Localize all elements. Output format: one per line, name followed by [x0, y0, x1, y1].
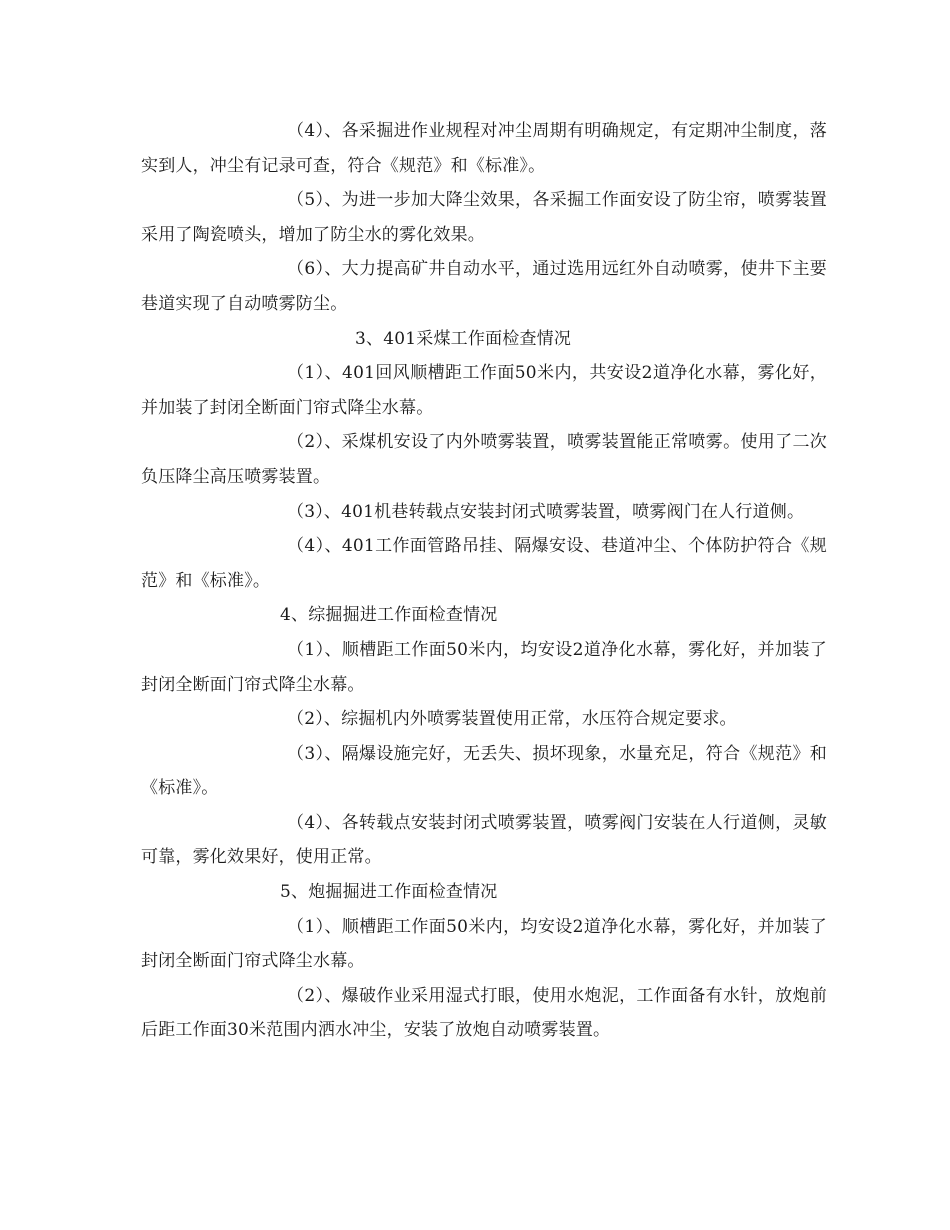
paragraph-shearer-spray: （2）、采煤机安设了内外喷雾装置，喷雾装置能正常喷雾。使用了二次负压降尘高压喷雾装置。 [141, 432, 827, 487]
paragraph-explosion-barrier: （3）、隔爆设施完好，无丢失、损坏现象，水量充足，符合《规范》和《标准》。 [141, 743, 827, 799]
section-heading-blasting-heading: 5、炮掘掘进工作面检查情况 [280, 882, 498, 903]
paragraph-401-water-curtain: （1）、401回风顺槽距工作面50米内，共安设2道净化水幕，雾化好，并加装了封闭全断面门帘式降尘水幕。 [141, 363, 827, 418]
document-body [141, 114, 827, 1048]
paragraph-dust-curtain-spray: （5）、为进一步加大降尘效果，各采掘工作面安设了防尘帘，喷雾装置采用了陶瓷喷头，增加了防尘水的雾化效果。 [141, 190, 827, 245]
section-heading-401-coal-face: 3、401采煤工作面检查情况 [355, 328, 572, 349]
paragraph-transfer-point-spray: （4）、各转载点安装封闭式喷雾装置，喷雾阀门安装在人行道侧，灵敏可靠，雾化效果好，使用正常。 [141, 812, 827, 868]
paragraph-mechanized-water-curtain: （1）、顺槽距工作面50米内，均安设2道净化水幕，雾化好，并加装了封闭全断面门帘式降尘水幕。 [141, 639, 827, 695]
paragraph-blasting-water-curtain: （1）、顺槽距工作面50米内，均安设2道净化水幕，雾化好，并加装了封闭全断面门帘式降尘水幕。 [141, 916, 827, 972]
paragraph-wet-drilling: （2）、爆破作业采用湿式打眼，使用水炮泥，工作面备有水针，放炮前后距工作面30米范围内洒水冲尘，安装了放炮自动喷雾装置。 [141, 985, 827, 1041]
paragraph-401-transfer-point: （3）、401机巷转载点安装封闭式喷雾装置，喷雾阀门在人行道侧。 [287, 501, 805, 522]
section-heading-fully-mechanized-heading: 4、综掘掘进工作面检查情况 [280, 605, 498, 626]
paragraph-dust-flushing-schedule: （4）、各采掘进作业规程对冲尘周期有明确规定，有定期冲尘制度，落实到人，冲尘有记录可查，符合《规范》和《标准》。 [141, 121, 827, 176]
paragraph-401-pipeline-protection: （4）、401工作面管路吊挂、隔爆安设、巷道冲尘、个体防护符合《规范》和《标准》。 [141, 536, 827, 591]
paragraph-auto-spray: （6）、大力提高矿井自动水平，通过选用远红外自动喷雾，使井下主要巷道实现了自动喷雾防尘。 [141, 259, 827, 314]
paragraph-roadheader-spray: （2）、综掘机内外喷雾装置使用正常，水压符合规定要求。 [287, 709, 737, 730]
